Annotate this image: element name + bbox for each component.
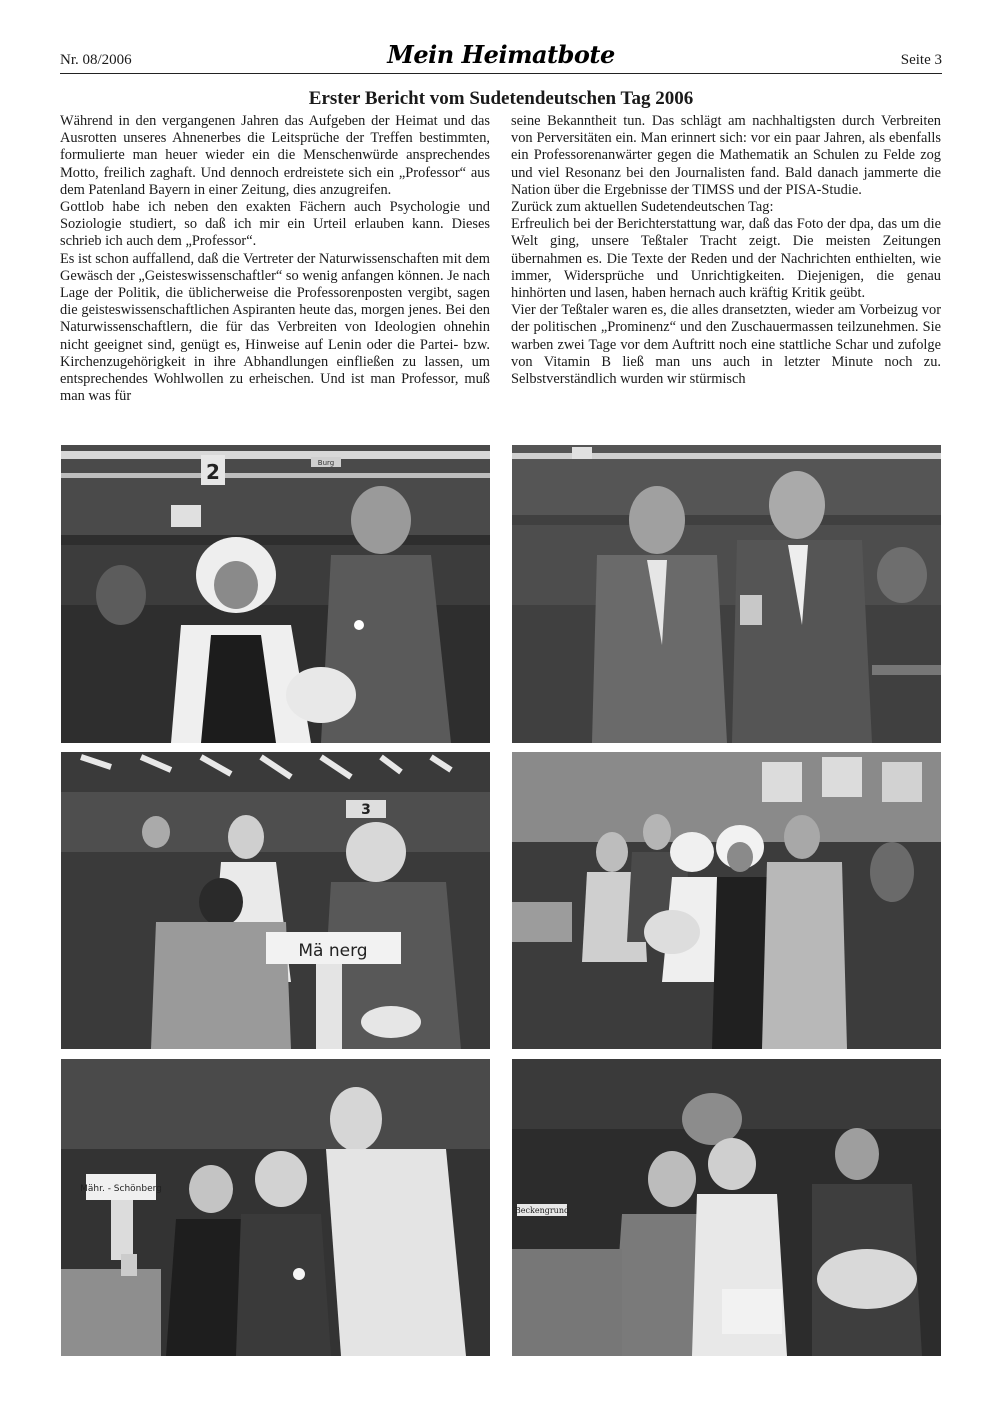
header-rule (60, 73, 942, 74)
paragraph: Während in den vergangenen Jahren das Aufgeben der Heimat und das Ausrotten unseres Ahnenerbes die Leitsprüche der Treffen bestimmten, formulierte man heuer wieder ein die Menschenwürde ansprechendes Motto, freilich zaghaft. Und dennoch erdreistete sich ein „Professor“ aus dem Patenland Bayern in einer Zeitung, dies anzugreifen. (60, 113, 490, 198)
photo-sign-text: 3 (361, 802, 371, 818)
photo-two-older-men (512, 445, 941, 743)
photo-sign-text: Beckengrund (514, 1206, 570, 1215)
photo-sign-text: Burg (317, 459, 335, 467)
article-title: Erster Bericht vom Sudetendeutschen Tag 2006 (308, 88, 694, 109)
paragraph: Gottlob habe ich neben den exakten Fächern auch Psychologie und Soziologie studiert, so daß ich mir ein Urteil erlauben kann. Dieses schrieb ich auch dem „Professor“. (60, 199, 490, 250)
paragraph: seine Bekanntheit tun. Das schlägt am nachhaltigsten durch Verbreiten von Perversitäten ein. Man erinnert sich: vor ein paar Jahren, als ebenfalls ein Professorenanwärter gegen die Mathematik an Schulen zu Felde zog und viel Resonanz bei den Journalisten fand. Bald danach jammerte die Nation über die Ergebnisse der TIMSS und der PISA-Studie. (511, 113, 941, 198)
page-number: Seite 3 (900, 52, 942, 68)
paragraph: Erfreulich bei der Berichterstattung war, daß das Foto der dpa, das um die Welt ging, unsere Teßtaler Tracht zeigt. Die meisten Zeitungen übernahmen es. Die Texte der Reden und der Nachrichten enthielten, wie immer, Widersprüche und Unrichtigkeiten. Diejenigen, die genau hinhörten und lasen, haben hernach auch kräftig Kritik geübt. (511, 216, 941, 302)
photo-sign-text: 2 (206, 460, 220, 484)
article-column-left (60, 113, 490, 405)
photo-sign-text: Mä nerg (298, 941, 368, 961)
photo-sign-text: Mähr. - Schönberg (80, 1184, 162, 1194)
photo-seated-group-in-tracht (512, 752, 941, 1049)
issue-number: Nr. 08/2006 (60, 52, 132, 68)
masthead-logo: Mein Heimatbote (387, 40, 615, 69)
photo-group-at-sign-stand (61, 752, 490, 1049)
photo-smiling-women-seated (512, 1059, 941, 1356)
article-column-right (511, 113, 941, 388)
paragraph: Zurück zum aktuellen Sudetendeutschen Tag: (511, 199, 774, 216)
paragraph: Es ist schon auffallend, daß die Vertreter der Naturwissenschaften mit dem Gewäsch der „Geisteswissenschaftler“ so wenig anfangen können. Je nach Lage der Politik, die üblicherweise die Professorenposten vergibt, sagen die geisteswissenschaftlichen Aspiranten heute das, morgen jenes. Bei den Naturwissenschaftlern, die für das Verbreiten von Ideologien ohnehin nicht geeignet sind, genügt es, Hinweise auf Lenin oder die Partei- bzw. Kirchenzugehörigkeit in ihre Abhandlungen einfließen zu lassen, um entsprechendes Wohlwollen zu erheischen. Und ist man Professor, muß man was für (60, 250, 490, 405)
page-header (60, 40, 942, 74)
paragraph: Vier der Teßtaler waren es, die alles dransetzten, wieder am Vorbeizug vor der politischen „Prominenz“ und den Zuschauermassen teilzunehmen. Sie warben zwei Tage vor dem Auftritt noch eine stattliche Schar und zufolge von Vitamin B ließ man uns auch in letzter Minute noch zu. Selbstverständlich wurden wir stürmisch (511, 302, 941, 388)
photo-women-talking-at-table (61, 1059, 490, 1356)
photo-woman-in-tracht-with-man (61, 445, 490, 743)
